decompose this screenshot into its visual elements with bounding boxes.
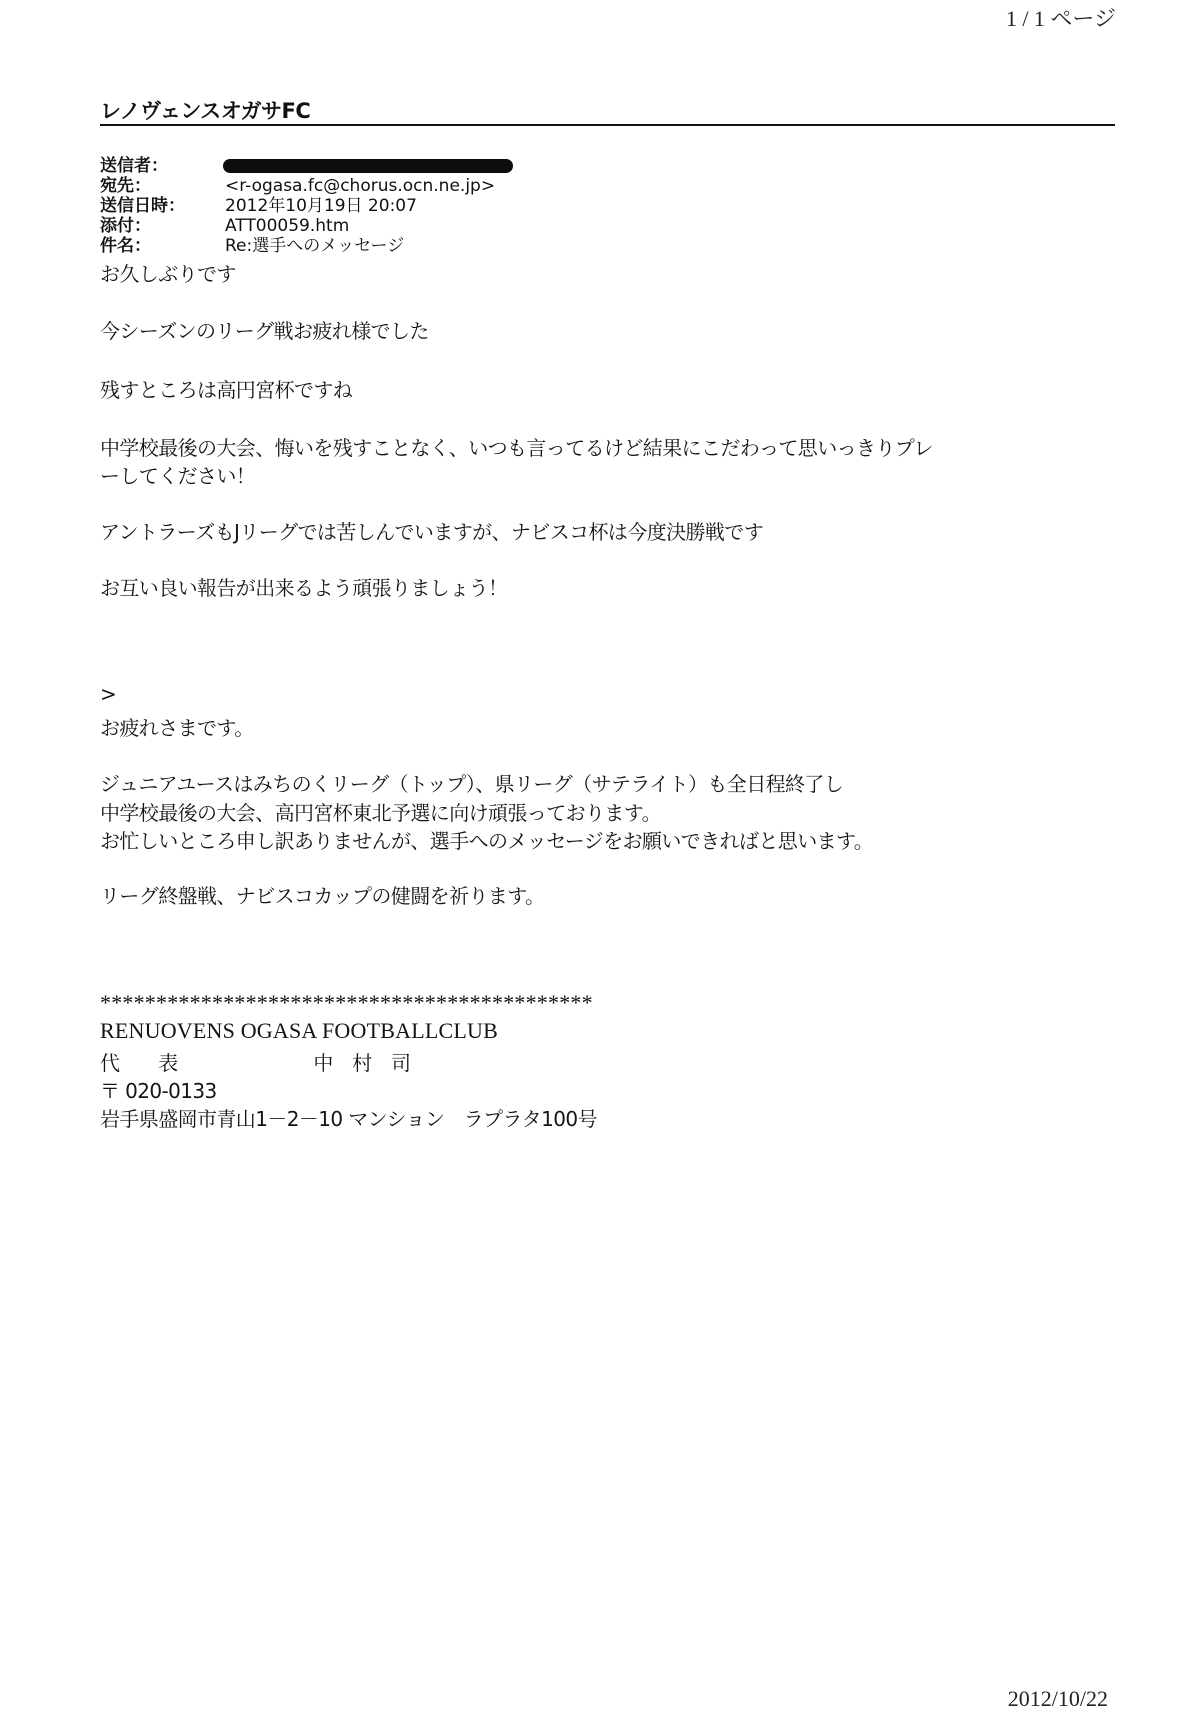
body-line-antlers: アントラーズもJリーグでは苦しんでいますが、ナビスコ杯は今度決勝戦です [100, 520, 764, 544]
signature-club-name: RENUOVENS OGASA FOOTBALLCLUB [100, 1018, 498, 1043]
attach-value: ATT00059.htm [225, 216, 350, 236]
page-number: 1 / 1 ページ [1005, 6, 1116, 31]
body-line-greeting: お久しぶりです [100, 262, 236, 286]
quoted-line-tournament: 中学校最後の大会、高円宮杯東北予選に向け頑張っております。 [100, 801, 661, 825]
subject-label: 件名： [100, 236, 151, 256]
header-to-row [100, 176, 513, 196]
quoted-line-greeting: お疲れさまです。 [100, 716, 254, 740]
date-value: 2012年10月19日 20:07 [225, 196, 417, 216]
header-subject-row [100, 236, 513, 256]
subject-value: Re:選手へのメッセージ [225, 236, 405, 256]
body-line-tournament: 中学校最後の大会、悔いを残すことなく、いつも言ってるけど結果にこだわって思いっきりプレ [100, 436, 933, 460]
signature-address: 岩手県盛岡市青山1－2－10 マンション ラプラタ100号 [100, 1107, 597, 1131]
header-date-row [100, 196, 513, 216]
redacted-sender [223, 159, 513, 173]
header-attach-row [100, 216, 513, 236]
body-line-closing: お互い良い報告が出来るよう頑張りましょう！ [100, 576, 508, 600]
to-value: <r-ogasa.fc@chorus.ocn.ne.jp> [225, 176, 496, 196]
signature-representative: 代 表 中 村 司 [100, 1051, 411, 1075]
title-divider [100, 124, 1115, 126]
email-headers [100, 156, 513, 256]
body-line-season: 今シーズンのリーグ戦お疲れ様でした [100, 319, 429, 343]
quoted-line-leagues: ジュニアユースはみちのくリーグ（トップ）、県リーグ（サテライト）も全日程終了し [100, 772, 844, 796]
signature-stars: ******************************************** [100, 990, 593, 1015]
to-label: 宛先： [100, 176, 151, 196]
quoted-line-request: お忙しいところ申し訳ありませんが、選手へのメッセージをお願いできればと思います。 [100, 829, 874, 853]
header-from-row [100, 156, 513, 176]
date-label: 送信日時： [100, 196, 185, 216]
attach-label: 添付： [100, 216, 151, 236]
quote-marker: > [100, 682, 117, 706]
quoted-line-wishes: リーグ終盤戦、ナビスコカップの健闘を祈ります。 [100, 884, 545, 908]
footer-date: 2012/10/22 [1007, 1686, 1108, 1711]
signature-postal-code: 〒 020-0133 [100, 1079, 217, 1103]
from-label: 送信者： [100, 156, 168, 176]
organization-title: レノヴェンスオガサFC [100, 99, 311, 123]
body-line-tournament-cont: ーしてください！ [100, 464, 256, 488]
body-line-cup: 残すところは高円宮杯ですね [100, 378, 353, 402]
